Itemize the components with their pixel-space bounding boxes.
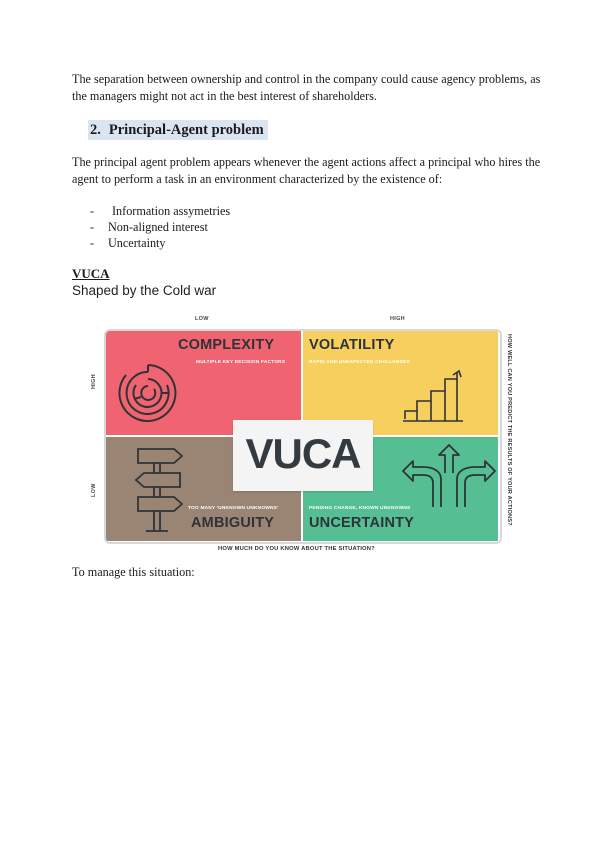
diverging-arrows-icon <box>401 443 497 509</box>
top-axis-low-label: LOW <box>195 316 209 322</box>
vuca-subtitle: Shaped by the Cold war <box>72 283 217 298</box>
maze-icon <box>116 361 180 425</box>
list-item: - Information assymetries <box>90 204 231 218</box>
list-item: - Uncertainty <box>90 236 166 250</box>
signpost-icon <box>124 443 194 535</box>
heading-text: Principal-Agent problem <box>108 122 264 138</box>
vuca-figure <box>88 312 513 557</box>
intro-paragraph: The separation between ownership and control in the company could cause agency problems, as the managers might not act in the best interest of shareholders. <box>72 72 541 103</box>
volatility-subtitle: RAPID AND UNEXPECTED CHALLENGES <box>309 360 411 365</box>
principal-agent-paragraph: The principal agent problem appears whenever the agent actions affect a principal who hires the agent to perform a task in an environment characterized by the existence of: <box>72 155 541 186</box>
uncertainty-title: UNCERTAINTY <box>309 515 415 531</box>
staircase-chart-icon <box>401 369 469 425</box>
volatility-title: VOLATILITY <box>309 337 395 353</box>
top-axis-high-label: HIGH <box>390 316 405 322</box>
complexity-subtitle: MULTIPLE KEY DECISION FACTORS <box>196 360 286 365</box>
conditions-list <box>90 203 230 251</box>
vuca-heading: VUCA <box>72 266 110 281</box>
section-heading <box>88 120 268 140</box>
right-axis-label: HOW WELL CAN YOU PREDICT THE RESULTS OF YOUR ACTIONS? <box>506 334 512 526</box>
heading-number: 2. <box>90 122 101 138</box>
uncertainty-subtitle: PENDING CHANGE, KNOWN UNKNOWNS <box>309 506 411 511</box>
complexity-title: COMPLEXITY <box>178 337 275 353</box>
list-item: - Non-aligned interest <box>90 220 208 234</box>
side-axis-low-label: LOW <box>91 483 97 497</box>
vuca-center-label: VUCA <box>245 430 361 477</box>
vuca-center-label-box <box>233 420 373 491</box>
ambiguity-subtitle: TOO MANY 'UNKNOWN UNKNOWNS' <box>188 506 279 511</box>
ambiguity-title: AMBIGUITY <box>191 515 275 531</box>
closing-line: To manage this situation: <box>72 565 195 579</box>
side-axis-high-label: HIGH <box>91 374 97 389</box>
vuca-grid <box>104 329 502 544</box>
bottom-axis-label: HOW MUCH DO YOU KNOW ABOUT THE SITUATION? <box>218 546 375 552</box>
